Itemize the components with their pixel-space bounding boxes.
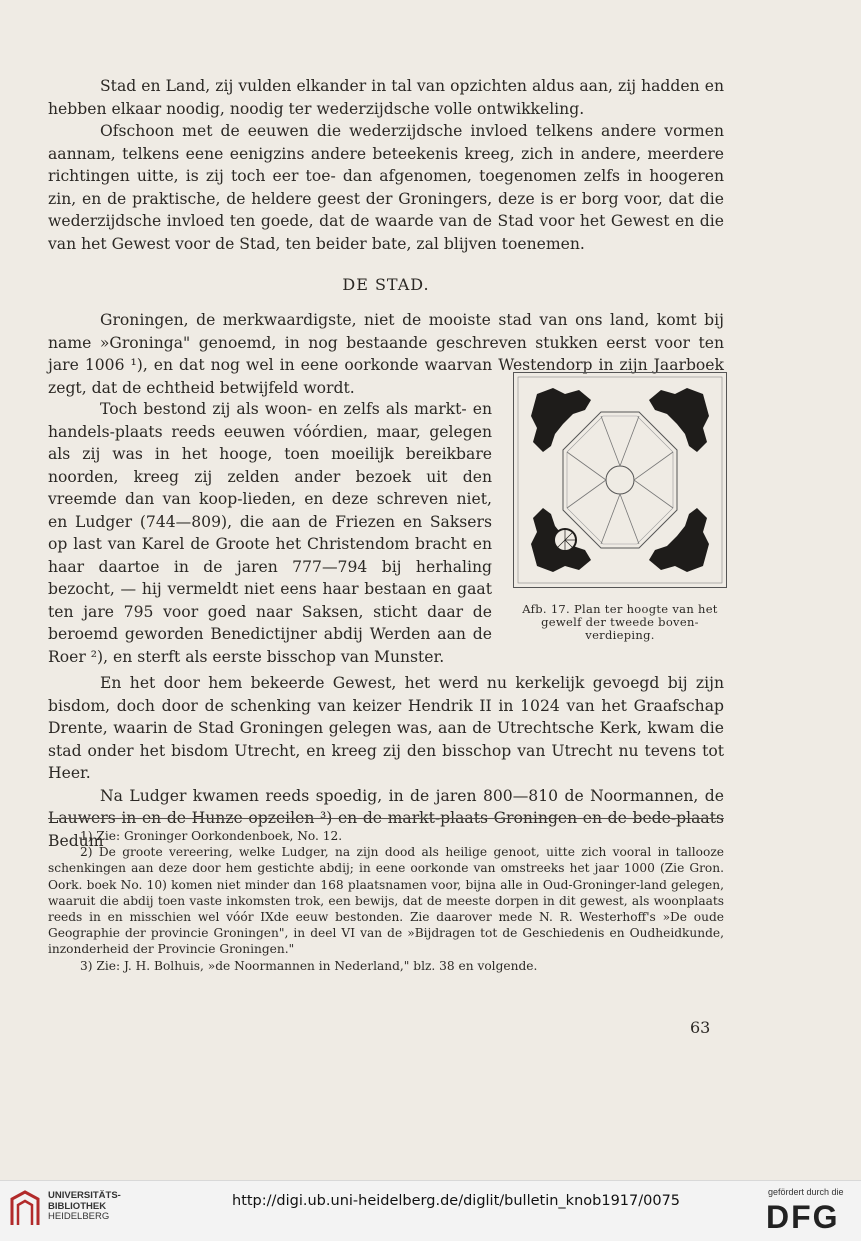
plan-octagon-inner — [567, 416, 673, 544]
footnote-3: 3) Zie: J. H. Bolhuis, »de Noormannen in Nederland," blz. 38 en volgende. — [80, 958, 538, 973]
library-name[interactable] — [48, 1191, 121, 1223]
university-library-logo-icon — [8, 1189, 42, 1229]
footnote-rule — [48, 818, 724, 819]
intro-paragraph-2: Ofschoon met de eeuwen die wederzijdsche invloed telkens andere vormen aannam, telkens eene eenigzins andere beteekenis kreeg, zich in andere, meerdere richtingen uitte, is zij toch eer toe- dan afgenomen, toegenomen zelfs in hoogeren zin, en de praktische, de heldere geest der Groningers, deze is er borg voor, dat die wederzijdsche invloed ten goede, dat de waarde van de Stad voor het Gewest en die van het Gewest voor de Stad, ten beider bate, zal blijven toenemen. — [48, 122, 724, 253]
floor-plan-drawing — [513, 372, 727, 588]
section-text-narrow — [48, 398, 492, 668]
intro-paragraph-1: Stad en Land, zij vulden elkander in tal van opzichten aldus aan, zij hadden en hebben elkaar noodig, noodig ter wederzijdsche volle ontwikkeling. — [48, 77, 724, 118]
paragraph-2: Toch bestond zij als woon- en zelfs als markt- en handels-plaats reeds eeuwen vóórdien, maar, gelegen als zij was in het hooge, toen moeilijk bereikbare noorden, kreeg zij zelden ander bezoek uit den vreemde dan van koop-lieden, en deze schreven niet, en Ludger (744—809), die aan de Friezen en Saksers op last van Karel de Groote het Christendom bracht en haar daartoe in de jaren 777—794 bij herhaling bezocht, — hij vermeldt niet eens haar bestaan en gaat ten jare 795 voor goed naar Saksen, sticht daar de beroemd geworden Benedictijner abdij Werden aan de Roer ²), en sterft als eerste bisschop van Munster. — [48, 400, 492, 666]
plan-corner-top-left — [531, 388, 591, 452]
plan-vault-ribs — [567, 416, 673, 544]
library-name-line-3: HEIDELBERG — [48, 1211, 110, 1222]
library-name-line-2: BIBLIOTHEK — [48, 1200, 107, 1212]
dfg-logo[interactable]: DFG — [766, 1199, 840, 1235]
footnote-2: 2) De groote vereering, welke Ludger, na zijn dood als heilige genoot, uitte zich vooral in tallooze schenkingen aan deze door hem gestichte abdij; in eene oorkonde van omstreeks het jaar 1000 (Zie Gron. Oork. boek No. 10) komen niet minder dan 168 plaatsnamen voor, bijna alle in Oud-Groninger-land gelegen, waaruit die abdij toen vaste inkomsten trok, een bewijs, dat de meeste dorpen in dit gewest, als woonplaats reeds in en misschien wel vóór IXde eeuw bestonden. Zie daarover mede N. R. Westerhoff's »De oude Geographie der provincie Groningen", in deel VI van de »Bijdragen tot de Geschiedenis en Oudheidkunde, inzonderheid der Provincie Groningen." — [48, 845, 724, 957]
plan-octagon — [563, 412, 677, 548]
paragraph-4: Na Ludger kwamen reeds spoedig, in de jaren 800—810 de Noormannen, de Lauwers in en de Hunze opzeilen ³) en de markt-plaats Groningen en de bede-plaats Bedum — [48, 786, 724, 850]
sponsor-label: gefördert durch die — [768, 1187, 844, 1197]
plan-corner-top-right — [649, 388, 709, 452]
section-text-wide — [48, 672, 724, 852]
intro-text — [48, 75, 724, 255]
figure-caption: Afb. 17. Plan ter hoogte van het gewelf der tweede boven-verdieping. — [522, 602, 718, 642]
paragraph-3: En het door hem bekeerde Gewest, het werd nu kerkelijk gevoegd bij zijn bisdom, doch door de schenking van keizer Hendrik II in 1024 van het Graafschap Drente, waarin de Stad Groningen gelegen was, aan de Utrechtsche Kerk, kwam die stad onder het bisdom Utrecht, en kreeg zij den bisschop van Utrecht nu tevens tot Heer. — [48, 674, 724, 782]
library-name-line-1: UNIVERSITÄTS- — [48, 1190, 121, 1201]
plan-central-boss — [606, 466, 634, 494]
plan-corner-bottom-right — [649, 508, 709, 572]
permalink[interactable]: http://digi.ub.uni-heidelberg.de/diglit/bulletin_knob1917/0075 — [232, 1193, 681, 1209]
floor-plan-figure — [513, 372, 727, 588]
footnote-1: 1) Zie: Groninger Oorkondenboek, No. 12. — [80, 829, 343, 843]
viewer-footer — [0, 1180, 861, 1241]
footnotes — [48, 828, 724, 974]
section-heading: DE STAD. — [342, 275, 430, 294]
paragraph-1: Groningen, de merkwaardigste, niet de mooiste stad van ons land, komt bij name »Groninga" genoemd, in nog bestaande geschreven stukken eerst voor ten jare 1006 ¹), en dat nog wel in eene oorkonde waarvan Westendorp in zijn Jaarboek zegt, dat de echtheid betwijfeld wordt. — [48, 311, 724, 397]
page-number: 63 — [690, 1018, 711, 1037]
